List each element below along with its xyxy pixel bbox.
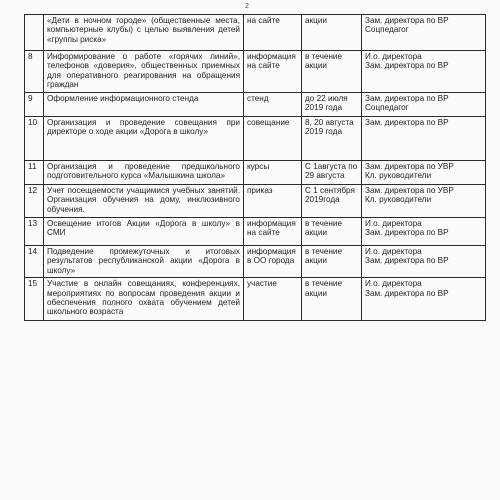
event-cell: Оформление информационного стенда	[44, 93, 244, 117]
row-number: 11	[25, 161, 44, 185]
table-row	[25, 93, 486, 117]
responsible-person: Зам. директора по УВР	[365, 162, 454, 171]
event-cell: «Дети в ночном городе» (общественные места, компьютерные клубы) с целью выявления детей «группы риска»	[44, 15, 244, 51]
table-row	[25, 185, 486, 218]
event-cell: Освещение итогов Акции «Дорога в школу» в СМИ	[44, 218, 244, 246]
responsible-person: Зам. директора по ВР	[365, 94, 449, 103]
responsible-person: Зам. директора по ВР	[365, 228, 449, 238]
responsible-person: Зам. директора по УВР	[365, 186, 454, 195]
event-cell: Учет посещаемости учащимися учебных занятий. Организация обучения на дому, инклюзивного обучения.	[44, 185, 244, 218]
row-number	[25, 15, 44, 51]
event-cell: Организация и проведение совещания при директоре о ходе акции «Дорога в школу»	[44, 117, 244, 161]
term-cell: в течение акции	[302, 51, 362, 93]
responsible-cell	[362, 51, 486, 93]
responsible-cell	[362, 246, 486, 278]
table-row	[25, 117, 486, 161]
responsible-cell	[362, 218, 486, 246]
row-number: 9	[25, 93, 44, 117]
responsible-person: Кл. руководители	[365, 195, 432, 205]
table-row	[25, 51, 486, 93]
form-cell: информация на сайте	[244, 218, 302, 246]
responsible-person: И.о. директора	[365, 279, 422, 289]
table-row	[25, 161, 486, 185]
table-row	[25, 15, 486, 51]
term-cell: до 22 июля 2019 года	[302, 93, 362, 117]
form-cell: участие	[244, 278, 302, 321]
form-cell: курсы	[244, 161, 302, 185]
row-number: 15	[25, 278, 44, 321]
table-row	[25, 246, 486, 278]
responsible-person: Соцпедагог	[365, 25, 409, 35]
responsible-person: И.о. директора	[365, 219, 422, 228]
form-cell: приказ	[244, 185, 302, 218]
responsible-person: Зам. директора по ВР	[365, 16, 449, 25]
action-plan-table	[24, 14, 486, 321]
term-cell: акции	[302, 15, 362, 51]
row-number: 12	[25, 185, 44, 218]
form-cell: информация на сайте	[244, 51, 302, 93]
responsible-person: И.о. директора	[365, 52, 422, 61]
responsible-person: Зам. директора по ВР	[365, 256, 449, 266]
event-cell: Участие в онлайн совещаниях, конференциях, мероприятиях по вопросам проведения акции и обеспечения полного охвата обучением детей школьного возраста	[44, 278, 244, 321]
responsible-cell	[362, 278, 486, 321]
term-cell: в течение акции	[302, 246, 362, 278]
responsible-person: Кл. руководители	[365, 171, 432, 181]
table-row	[25, 218, 486, 246]
term-cell: в течение акции	[302, 278, 362, 321]
responsible-person: Зам. директора по ВР	[365, 288, 449, 298]
event-cell: Организация и проведение предшкольного подготовительного курса «Малышкина школа»	[44, 161, 244, 185]
page-number: 2	[245, 3, 249, 10]
responsible-cell	[362, 93, 486, 117]
term-cell: в течение акции	[302, 218, 362, 246]
term-cell: С 1 сентября 2019года	[302, 185, 362, 218]
form-cell: совещание	[244, 117, 302, 161]
responsible-cell	[362, 15, 486, 51]
row-number: 14	[25, 246, 44, 278]
responsible-person: И.о. директора	[365, 247, 422, 256]
row-number: 8	[25, 51, 44, 93]
term-cell: 8, 20 августа 2019 года	[302, 117, 362, 161]
responsible-person: Соцпедагог	[365, 103, 409, 113]
table-row	[25, 278, 486, 321]
responsible-cell	[362, 117, 486, 161]
event-cell: Информирование о работе «горячих линий», телефонов «доверия», общественных приемных для оперативного реагирования на обращения граждан	[44, 51, 244, 93]
responsible-person: Зам. директора по ВР	[365, 118, 449, 127]
form-cell: информация в ОО города	[244, 246, 302, 278]
responsible-cell	[362, 161, 486, 185]
term-cell: С 1августа по 29 августа	[302, 161, 362, 185]
row-number: 10	[25, 117, 44, 161]
event-cell: Подведение промежуточных и итоговых результатов республиканской акции «Дорога в школу»	[44, 246, 244, 278]
form-cell: на сайте	[244, 15, 302, 51]
form-cell: стенд	[244, 93, 302, 117]
responsible-person: Зам. директора по ВР	[365, 61, 449, 71]
responsible-cell	[362, 185, 486, 218]
row-number: 13	[25, 218, 44, 246]
